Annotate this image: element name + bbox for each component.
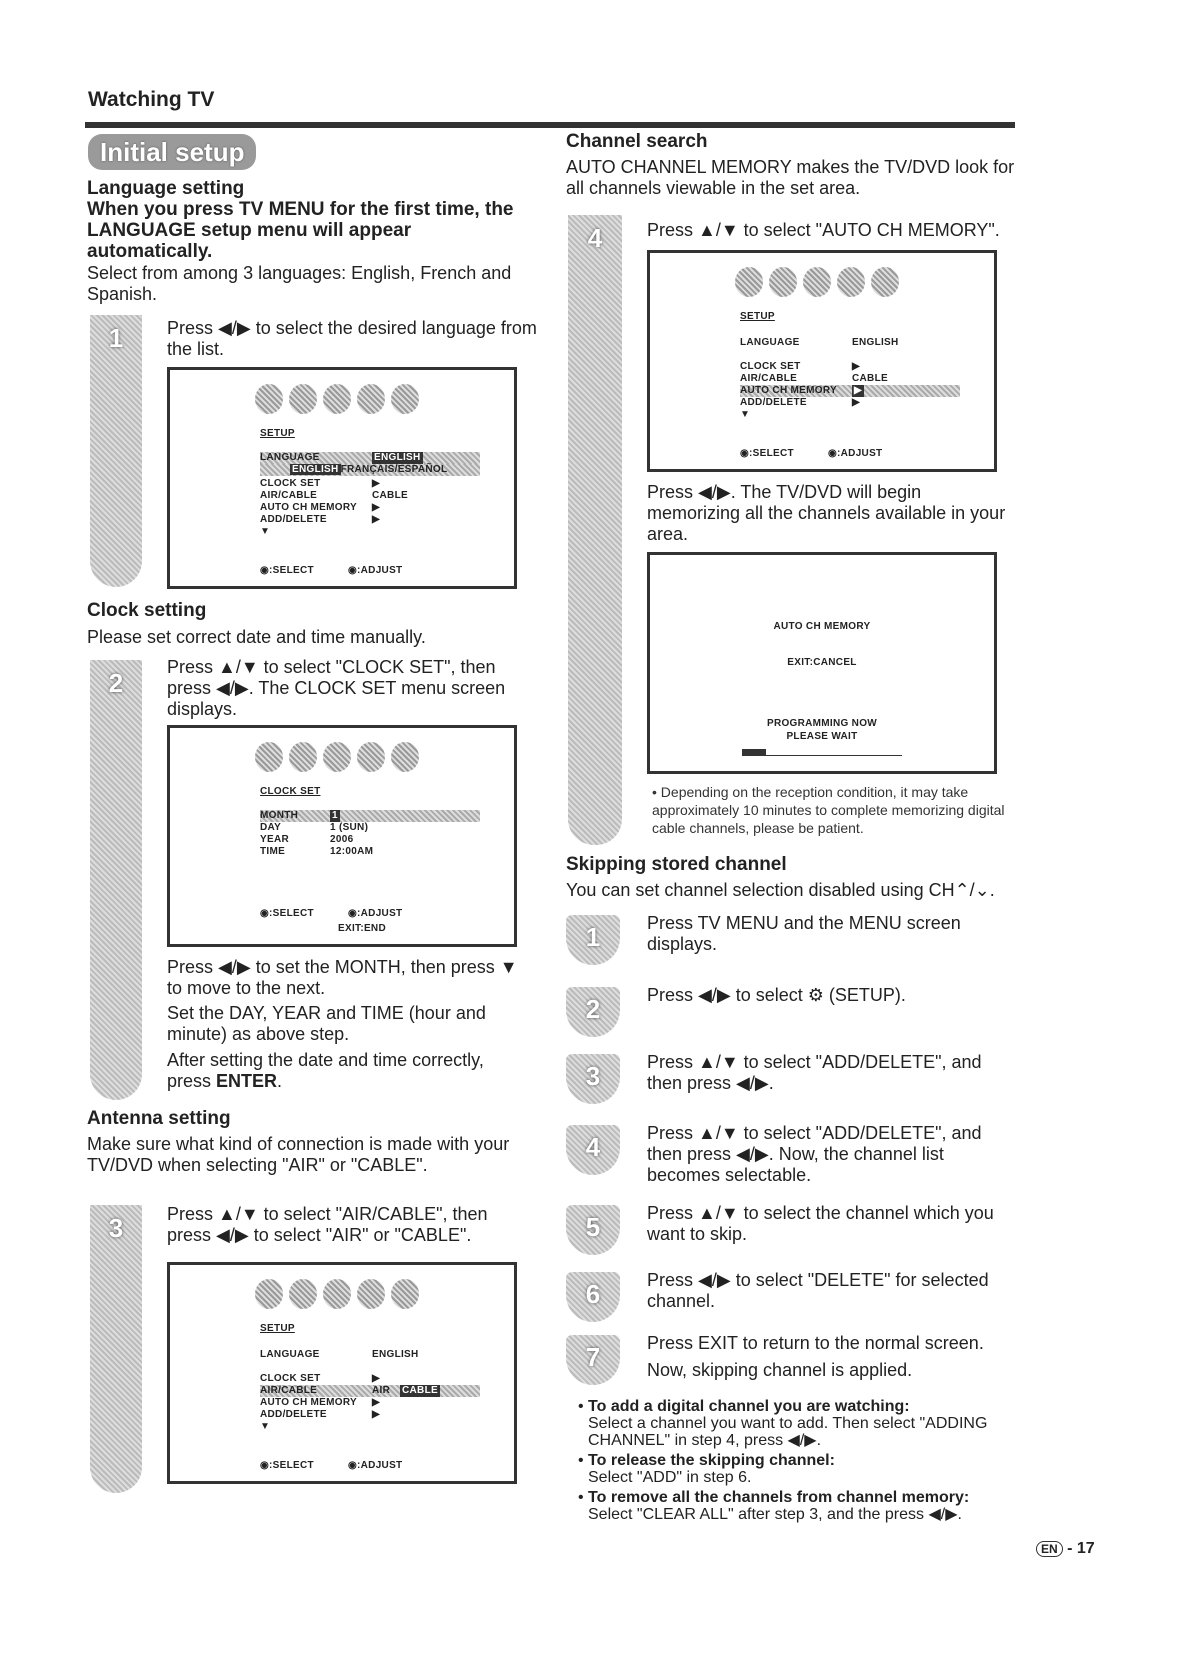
header-rule bbox=[85, 122, 1015, 128]
skip-step-number: 6 bbox=[566, 1272, 620, 1322]
antenna-title: Antenna setting bbox=[87, 1108, 231, 1129]
page-number: EN - 17 bbox=[1036, 1540, 1095, 1558]
auto-ch-screen bbox=[647, 250, 997, 472]
menu-row: ADD/DELETE ▶ bbox=[740, 397, 860, 408]
menu-row: AIR/CABLE CABLE bbox=[740, 373, 888, 384]
menu-icons bbox=[735, 267, 899, 297]
menu-row: LANGUAGE ENGLISH bbox=[260, 1349, 419, 1360]
menu-icons bbox=[255, 742, 419, 772]
progress-fill bbox=[742, 749, 766, 755]
skip-step-text: Press ▲/▼ to select "ADD/DELETE", and then press ◀/▶. Now, the channel list becomes selectable. bbox=[647, 1123, 982, 1185]
programming-screen bbox=[647, 552, 997, 774]
menu-icons bbox=[255, 384, 419, 414]
skip-step-number: 3 bbox=[566, 1054, 620, 1104]
channel-title: Channel search bbox=[566, 131, 708, 152]
menu-icons bbox=[255, 1279, 419, 1309]
menu-row: LANGUAGE ENGLISH bbox=[260, 452, 480, 464]
skip-step-text: Press ◀/▶ to select "DELETE" for selected channel. bbox=[647, 1270, 989, 1311]
step-number: 3 bbox=[108, 1213, 124, 1243]
step-number: 1 bbox=[108, 323, 124, 353]
adjust-hint: ◉:ADJUST bbox=[348, 908, 403, 919]
skip-step-number: 4 bbox=[566, 1125, 620, 1175]
antenna-text: Make sure what kind of connection is made with your TV/DVD when selecting "AIR" or "CABLE". bbox=[87, 1134, 510, 1175]
clock-after-2: Set the DAY, YEAR and TIME (hour and minute) as above step. bbox=[167, 1003, 486, 1044]
step-bar-1 bbox=[90, 315, 142, 587]
skip-step-text: Press EXIT to return to the normal screen. bbox=[647, 1333, 984, 1353]
menu-row: AUTO CH MEMORY ▶ bbox=[260, 502, 380, 513]
clock-after-3: After setting the date and time correctly, press ENTER. bbox=[167, 1050, 484, 1091]
bullet-item: • To remove all the channels from channel memory: Select "CLEAR ALL" after step 3, and the press ◀/▶. bbox=[578, 1489, 970, 1523]
menu-row: AUTO CH MEMORY ▶ bbox=[260, 1397, 380, 1408]
step-bar-4 bbox=[568, 215, 622, 845]
down-arrow: ▼ bbox=[260, 1421, 271, 1432]
channel-after: Press ◀/▶. The TV/DVD will begin memorizing all the channels available in your area. bbox=[647, 482, 1006, 544]
clock-after-1: Press ◀/▶ to set the MONTH, then press ▼ to move to the next. bbox=[167, 957, 518, 998]
language-bold: When you press TV MENU for the first time, the LANGUAGE setup menu will appear automatically. bbox=[87, 199, 514, 262]
skip-step-text: Press ▲/▼ to select "ADD/DELETE", and then press ◀/▶. bbox=[647, 1052, 982, 1093]
select-hint: ◉:SELECT bbox=[740, 448, 794, 459]
adjust-hint: ◉:ADJUST bbox=[828, 448, 883, 459]
menu-row: AUTO CH MEMORY ▶ bbox=[740, 385, 960, 397]
step-text: Press ◀/▶ to select the desired language from the list. bbox=[167, 318, 537, 359]
menu-row: CLOCK SET ▶ bbox=[260, 1373, 380, 1384]
skip-step-text: Press ◀/▶ to select ⚙ (SETUP). bbox=[647, 985, 906, 1005]
antenna-screen bbox=[167, 1262, 517, 1484]
step-bar-2 bbox=[90, 660, 142, 1100]
menu-row: ENGLISH FRANÇAIS/ESPAÑOL bbox=[260, 464, 480, 476]
clock-title: Clock setting bbox=[87, 600, 207, 621]
exit-hint: EXIT:END bbox=[338, 923, 386, 934]
skip-step-number: 7 bbox=[566, 1335, 620, 1385]
initial-setup-badge: Initial setup bbox=[88, 134, 256, 170]
skip-text: You can set channel selection disabled using CH⌃/⌄. bbox=[566, 880, 995, 900]
screen-title: CLOCK SET bbox=[260, 786, 321, 797]
select-hint: ◉:SELECT bbox=[260, 1460, 314, 1471]
channel-text: AUTO CHANNEL MEMORY makes the TV/DVD look for all channels viewable in the set area. bbox=[566, 157, 1015, 198]
en-mark: EN bbox=[1036, 1541, 1063, 1557]
progress-bar bbox=[742, 749, 902, 756]
menu-row: AIR/CABLE AIR CABLE bbox=[260, 1385, 480, 1397]
menu-row: MONTH 1 bbox=[260, 810, 480, 822]
menu-row: DAY 1 (SUN) bbox=[260, 822, 369, 833]
clock-text: Please set correct date and time manually. bbox=[87, 627, 426, 647]
down-arrow: ▼ bbox=[260, 526, 271, 537]
section-header: Watching TV bbox=[88, 88, 215, 111]
language-screen bbox=[167, 367, 517, 589]
bullet-list bbox=[578, 1398, 1008, 1523]
screen-title: SETUP bbox=[740, 311, 775, 322]
adjust-hint: ◉:ADJUST bbox=[348, 565, 403, 576]
step-number: 4 bbox=[587, 223, 603, 253]
menu-row: ADD/DELETE ▶ bbox=[260, 514, 380, 525]
skip-step-number: 1 bbox=[566, 915, 620, 965]
language-title: Language setting bbox=[87, 178, 245, 199]
menu-row: LANGUAGE ENGLISH bbox=[740, 337, 899, 348]
menu-row: AIR/CABLE CABLE bbox=[260, 490, 408, 501]
skip-step-number: 5 bbox=[566, 1205, 620, 1255]
exit-hint: EXIT:CANCEL bbox=[787, 657, 857, 668]
select-hint: ◉:SELECT bbox=[260, 908, 314, 919]
programming-text: PROGRAMMING NOW bbox=[766, 718, 878, 729]
please-wait-text: PLEASE WAIT bbox=[786, 731, 858, 742]
bullet-item: • To release the skipping channel: Select "ADD" in step 6. bbox=[578, 1452, 835, 1486]
language-text: Select from among 3 languages: English, French and Spanish. bbox=[87, 263, 512, 304]
skip-step-text: Press TV MENU and the MENU screen displays. bbox=[647, 913, 961, 954]
skip-title: Skipping stored channel bbox=[566, 854, 787, 875]
menu-row: TIME 12:00AM bbox=[260, 846, 374, 857]
skip-step-text-2: Now, skipping channel is applied. bbox=[647, 1360, 913, 1380]
menu-row: CLOCK SET ▶ bbox=[740, 361, 860, 372]
step-number: 2 bbox=[108, 668, 124, 698]
skip-step-text: Press ▲/▼ to select the channel which you want to skip. bbox=[647, 1203, 994, 1244]
select-hint: ◉:SELECT bbox=[260, 565, 314, 576]
auto-title: AUTO CH MEMORY bbox=[773, 621, 871, 632]
screen-title: SETUP bbox=[260, 428, 295, 439]
menu-row: ADD/DELETE ▶ bbox=[260, 1409, 380, 1420]
clock-screen bbox=[167, 725, 517, 947]
skip-step-number: 2 bbox=[566, 987, 620, 1037]
step-bar-3 bbox=[90, 1205, 142, 1493]
adjust-hint: ◉:ADJUST bbox=[348, 1460, 403, 1471]
step-text: Press ▲/▼ to select "CLOCK SET", then press ◀/▶. The CLOCK SET menu screen displays. bbox=[167, 657, 506, 719]
menu-row: YEAR 2006 bbox=[260, 834, 354, 845]
step-text: Press ▲/▼ to select "AIR/CABLE", then press ◀/▶ to select "AIR" or "CABLE". bbox=[167, 1204, 488, 1245]
down-arrow: ▼ bbox=[740, 409, 751, 420]
menu-row: CLOCK SET ▶ bbox=[260, 478, 380, 489]
bullet-item: • To add a digital channel you are watching: Select a channel you want to add. Then select "ADDING CHANNEL" in step 4, press ◀/▶. bbox=[578, 1398, 988, 1449]
step-text: Press ▲/▼ to select "AUTO CH MEMORY". bbox=[647, 220, 1000, 240]
channel-note: • Depending on the reception condition, it may take approximately 10 minutes to complete memorizing digital cable channels, please be patient. bbox=[652, 784, 1005, 836]
screen-title: SETUP bbox=[260, 1323, 295, 1334]
